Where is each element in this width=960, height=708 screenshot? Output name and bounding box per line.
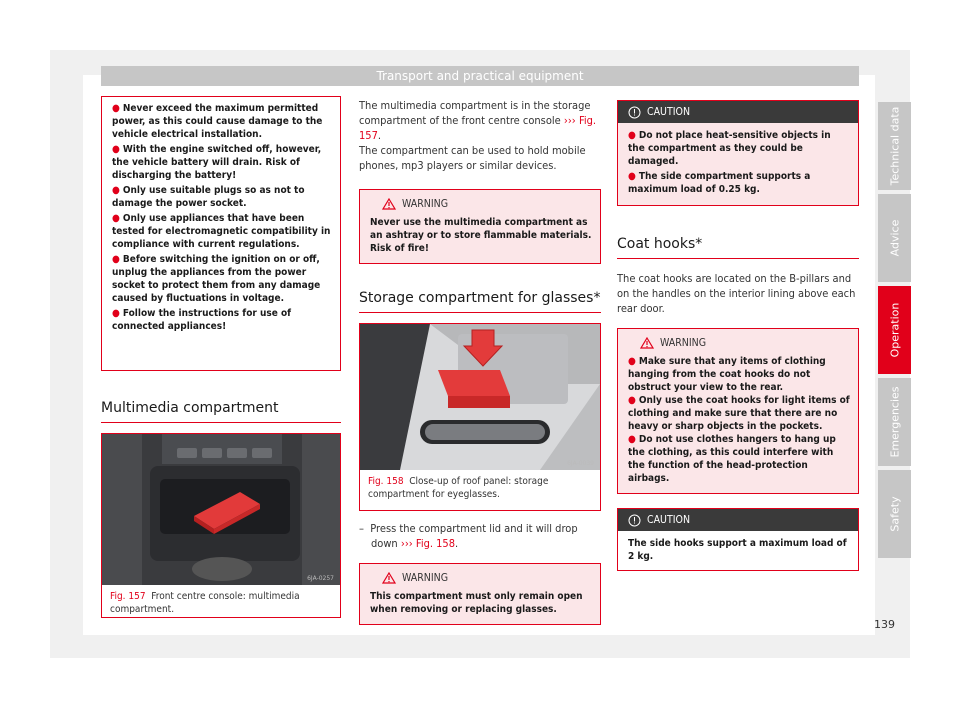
figure-image-roof-panel [360, 324, 600, 470]
paragraph-coat-hooks: The coat hooks are located on the B-pillars and on the handles on the interior lining above each rear door. [617, 272, 856, 315]
figure-code: 6JA-0039 [567, 460, 594, 467]
side-tab-technical-data[interactable]: Technical data [878, 102, 911, 190]
figure-number: Fig. 158 [368, 476, 404, 487]
warning-bullet: ● Never exceed the maximum permitted power, as this could cause damage to the vehicle electrical installation. [112, 103, 323, 140]
warning-text: This compartment must only remain open when removing or replacing glasses. [370, 591, 583, 615]
page-number: 139 [874, 618, 895, 631]
caution-circle-icon [628, 514, 641, 527]
warning-box-multimedia [359, 189, 601, 264]
paragraph-intro: The multimedia compartment is in the storage compartment of the front centre console ››› Fig. 157. [359, 99, 597, 142]
warning-content [618, 329, 858, 493]
warning-title: WARNING [360, 572, 600, 584]
figure-number: Fig. 157 [110, 591, 146, 602]
page-header [101, 66, 859, 86]
bullet-icon: ● [628, 395, 636, 406]
side-tab-emergencies[interactable]: Emergencies [878, 378, 911, 466]
bullet-icon: ● [628, 434, 636, 445]
warning-box-power-socket [101, 96, 341, 371]
bullet-icon: ● [628, 356, 636, 367]
warning-bullet: ● Before switching the ignition on or off, unplug the appliances from the power socket to protect them from any damage caused by fluctuations in voltage. [112, 254, 321, 304]
warning-triangle-icon [382, 572, 396, 584]
side-tab-safety[interactable]: Safety [878, 470, 911, 558]
caution-box-coat-hooks [617, 508, 859, 571]
warning-bullet: ● Only use appliances that have been tested for electromagnetic compatibility in compliance with current regulations. [112, 213, 331, 250]
warning-triangle-icon [382, 198, 396, 210]
warning-box-coat-hooks [617, 328, 859, 494]
caution-text: The side hooks support a maximum load of 2 kg. [628, 538, 847, 562]
side-tab-advice[interactable]: Advice [878, 194, 911, 282]
warning-bullet: ● Make sure that any items of clothing hanging from the coat hooks do not obstruct your view to the rear. [628, 356, 826, 393]
figure-caption [102, 585, 340, 622]
column-middle [359, 98, 601, 625]
caution-bullet: ● The side compartment supports a maximum load of 0.25 kg. [628, 171, 811, 195]
section-title-glasses: Storage compartment for glasses* [359, 290, 601, 313]
figure-link-158[interactable]: ››› Fig. 158 [400, 537, 456, 550]
warning-text: Never use the multimedia compartment as an ashtray or to store flammable materials. Risk of fire! [370, 217, 592, 254]
paragraph-usage: The compartment can be used to hold mobile phones, mp3 players or similar devices. [359, 144, 586, 172]
bullet-icon: ● [112, 213, 120, 224]
console-illustration [102, 434, 340, 585]
roof-panel-illustration [360, 324, 600, 470]
bullet-icon: ● [628, 171, 636, 182]
warning-title: WARNING [360, 198, 600, 210]
bullet-icon: ● [112, 144, 120, 155]
warning-bullets [618, 355, 858, 493]
caution-header: CAUTION [618, 101, 858, 123]
section-title-multimedia: Multimedia compartment [101, 400, 341, 423]
warning-box-glasses [359, 563, 601, 625]
column-left [101, 96, 341, 618]
figure-157 [101, 433, 341, 618]
section-title-coat-hooks: Coat hooks* [617, 236, 859, 259]
instruction-step: – Press the compartment lid and it will drop down ››› Fig. 158. [359, 522, 578, 550]
column-right [617, 100, 859, 571]
caution-circle-icon [628, 106, 641, 119]
bullet-icon: ● [112, 254, 120, 265]
figure-caption [360, 470, 600, 507]
warning-bullets [102, 97, 340, 342]
figure-158 [359, 323, 601, 511]
figure-image-console [102, 434, 340, 585]
side-tab-navigation [878, 102, 911, 562]
figure-caption-text: Front centre console: multimedia compartment. [110, 591, 300, 615]
warning-title: WARNING [618, 337, 858, 349]
warning-bullet: ● Do not use clothes hangers to hang up the clothing, as this could interfere with the function of the head-protection airbags. [628, 434, 836, 484]
caution-bullets [618, 123, 858, 205]
bullet-icon: ● [112, 308, 120, 319]
header-title: Transport and practical equipment [376, 69, 584, 83]
figure-link-157[interactable]: ››› Fig. 157 [359, 114, 597, 142]
warning-content [360, 564, 600, 624]
caution-box-glasses [617, 100, 859, 206]
warning-content [360, 190, 600, 263]
warning-bullet: ● With the engine switched off, however, the vehicle battery will drain. Risk of discharging the battery! [112, 144, 322, 181]
warning-bullet: ● Only use the coat hooks for light items of clothing and make sure that there are no heavy or sharp objects in the pockets. [628, 395, 850, 432]
caution-header: CAUTION [618, 509, 858, 531]
bullet-icon: ● [112, 185, 120, 196]
warning-bullet: ● Follow the instructions for use of connected appliances! [112, 308, 292, 332]
side-tab-operation[interactable]: Operation [878, 286, 911, 374]
figure-caption-text: Close-up of roof panel: storage compartment for eyeglasses. [368, 476, 549, 500]
warning-bullet: ● Only use suitable plugs so as not to damage the power socket. [112, 185, 305, 209]
bullet-icon: ● [628, 130, 636, 141]
bullet-icon: ● [112, 103, 120, 114]
warning-triangle-icon [640, 337, 654, 349]
caution-bullet: ● Do not place heat-sensitive objects in the compartment as they could be damaged. [628, 130, 831, 167]
figure-code: 6JA-0257 [307, 575, 334, 582]
